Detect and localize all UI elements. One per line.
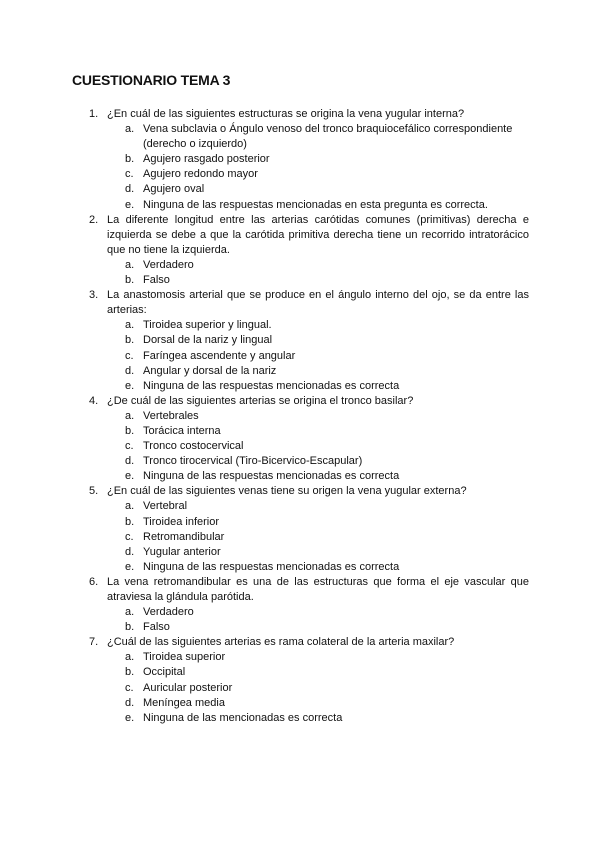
option-list <box>107 318 529 393</box>
option-text: Ninguna de las respuestas mencionadas en esta pregunta es correcta. <box>143 198 488 211</box>
option-item <box>125 333 529 348</box>
option-item <box>125 711 529 726</box>
option-text: Yugular anterior <box>143 545 221 558</box>
question-text: La vena retromandibular es una de las estructuras que forma el eje vascular que atraviesa la glándula parótida. <box>107 575 529 603</box>
option-item <box>125 424 529 439</box>
option-text: Tiroidea superior <box>143 651 226 664</box>
question-text: La diferente longitud entre las arterias carótidas comunes (primitivas) derecha e izquierda se debe a que la carótida primitiva derecha tiene un recorrido intratorácico que no tiene la izquierda. <box>107 213 529 256</box>
option-letter: b. <box>125 621 135 634</box>
option-text: Agujero rasgado posterior <box>143 153 270 166</box>
option-item <box>125 454 529 469</box>
option-letter: e. <box>125 379 135 392</box>
option-text: Vertebrales <box>143 409 199 422</box>
option-letter: d. <box>125 183 135 196</box>
option-text: Falso <box>143 274 170 287</box>
option-item <box>125 681 529 696</box>
option-item <box>125 499 529 514</box>
option-text: Meníngea media <box>143 696 225 709</box>
option-letter: e. <box>125 711 135 724</box>
option-text: Ninguna de las respuestas mencionadas es correcta <box>143 560 400 573</box>
option-letter: e. <box>125 470 135 483</box>
option-letter: d. <box>125 696 135 709</box>
option-item <box>125 122 529 152</box>
question-list <box>89 107 529 726</box>
option-letter: c. <box>125 440 134 453</box>
question-item <box>89 484 529 575</box>
option-text: Agujero oval <box>143 183 205 196</box>
question-number: 2. <box>89 213 99 226</box>
option-text: Vertebral <box>143 500 188 513</box>
option-text: Tiroidea inferior <box>143 515 220 528</box>
option-text: Falso <box>143 621 170 634</box>
option-item <box>125 349 529 364</box>
option-letter: a. <box>125 409 135 422</box>
option-text: Torácica interna <box>143 424 221 437</box>
option-text: Occipital <box>143 666 186 679</box>
question-item <box>89 635 529 726</box>
document-title: CUESTIONARIO TEMA 3 <box>72 72 231 88</box>
option-letter: a. <box>125 651 135 664</box>
option-letter: d. <box>125 545 135 558</box>
option-letter: a. <box>125 606 135 619</box>
option-text: Ninguna de las mencionadas es correcta <box>143 711 343 724</box>
option-text: Verdadero <box>143 606 194 619</box>
option-item <box>125 258 529 273</box>
question-number: 4. <box>89 394 99 407</box>
question-item <box>89 213 529 288</box>
option-text: Tronco costocervical <box>143 440 244 453</box>
option-list <box>107 258 529 288</box>
option-list <box>107 650 529 725</box>
option-item <box>125 605 529 620</box>
option-text: Dorsal de la nariz y lingual <box>143 334 273 347</box>
question-text: ¿En cuál de las siguientes estructuras se origina la vena yugular interna? <box>107 108 465 120</box>
option-letter: a. <box>125 500 135 513</box>
option-text: Faríngea ascendente y angular <box>143 349 296 362</box>
option-text: Retromandibular <box>143 530 225 543</box>
option-text: Verdadero <box>143 258 194 271</box>
option-text: Tronco tirocervical (Tiro-Bicervico-Escapular) <box>143 455 363 468</box>
option-item <box>125 318 529 333</box>
option-item <box>125 409 529 424</box>
option-list <box>107 122 529 213</box>
question-number: 3. <box>89 289 99 302</box>
option-letter: a. <box>125 258 135 271</box>
question-number: 6. <box>89 575 99 588</box>
option-item <box>125 560 529 575</box>
option-letter: b. <box>125 274 135 287</box>
option-list <box>107 499 529 574</box>
option-letter: d. <box>125 364 135 377</box>
option-text: Vena subclavia o Ángulo venoso del tronco braquiocefálico correspondiente (derecho o izquierdo) <box>143 123 513 151</box>
question-item <box>89 394 529 485</box>
question-item <box>89 575 529 635</box>
option-text: Agujero redondo mayor <box>143 168 258 181</box>
option-letter: c. <box>125 530 134 543</box>
option-letter: b. <box>125 334 135 347</box>
question-item <box>89 107 529 213</box>
option-item <box>125 530 529 545</box>
option-item <box>125 439 529 454</box>
option-letter: b. <box>125 515 135 528</box>
option-letter: a. <box>125 319 135 332</box>
option-item <box>125 620 529 635</box>
option-item <box>125 515 529 530</box>
option-letter: b. <box>125 424 135 437</box>
option-letter: c. <box>125 168 134 181</box>
option-letter: e. <box>125 560 135 573</box>
option-item <box>125 273 529 288</box>
option-item <box>125 182 529 197</box>
option-letter: c. <box>125 681 134 694</box>
question-number: 5. <box>89 485 99 498</box>
option-item <box>125 198 529 213</box>
option-item <box>125 167 529 182</box>
option-item <box>125 665 529 680</box>
option-item <box>125 469 529 484</box>
option-text: Ninguna de las respuestas mencionadas es correcta <box>143 379 400 392</box>
option-text: Angular y dorsal de la nariz <box>143 364 277 377</box>
option-list <box>107 605 529 635</box>
option-letter: b. <box>125 153 135 166</box>
option-item <box>125 696 529 711</box>
option-text: Auricular posterior <box>143 681 233 694</box>
option-text: Tiroidea superior y lingual. <box>143 319 272 332</box>
option-letter: a. <box>125 123 135 136</box>
question-number: 7. <box>89 636 99 649</box>
question-item <box>89 288 529 394</box>
option-letter: d. <box>125 455 135 468</box>
option-item <box>125 379 529 394</box>
question-text: ¿En cuál de las siguientes venas tiene su origen la vena yugular externa? <box>107 485 467 498</box>
option-item <box>125 364 529 379</box>
question-text: ¿De cuál de las siguientes arterias se origina el tronco basilar? <box>107 394 414 407</box>
option-item <box>125 545 529 560</box>
question-text: La anastomosis arterial que se produce en el ángulo interno del ojo, se da entre las arterias: <box>107 289 529 317</box>
option-item <box>125 650 529 665</box>
option-list <box>107 409 529 484</box>
question-number: 1. <box>89 108 99 120</box>
option-item <box>125 152 529 167</box>
option-letter: e. <box>125 198 135 211</box>
question-text: ¿Cuál de las siguientes arterias es rama colateral de la arteria maxilar? <box>107 636 455 649</box>
option-text: Ninguna de las respuestas mencionadas es correcta <box>143 470 400 483</box>
option-letter: b. <box>125 666 135 679</box>
option-letter: c. <box>125 349 134 362</box>
